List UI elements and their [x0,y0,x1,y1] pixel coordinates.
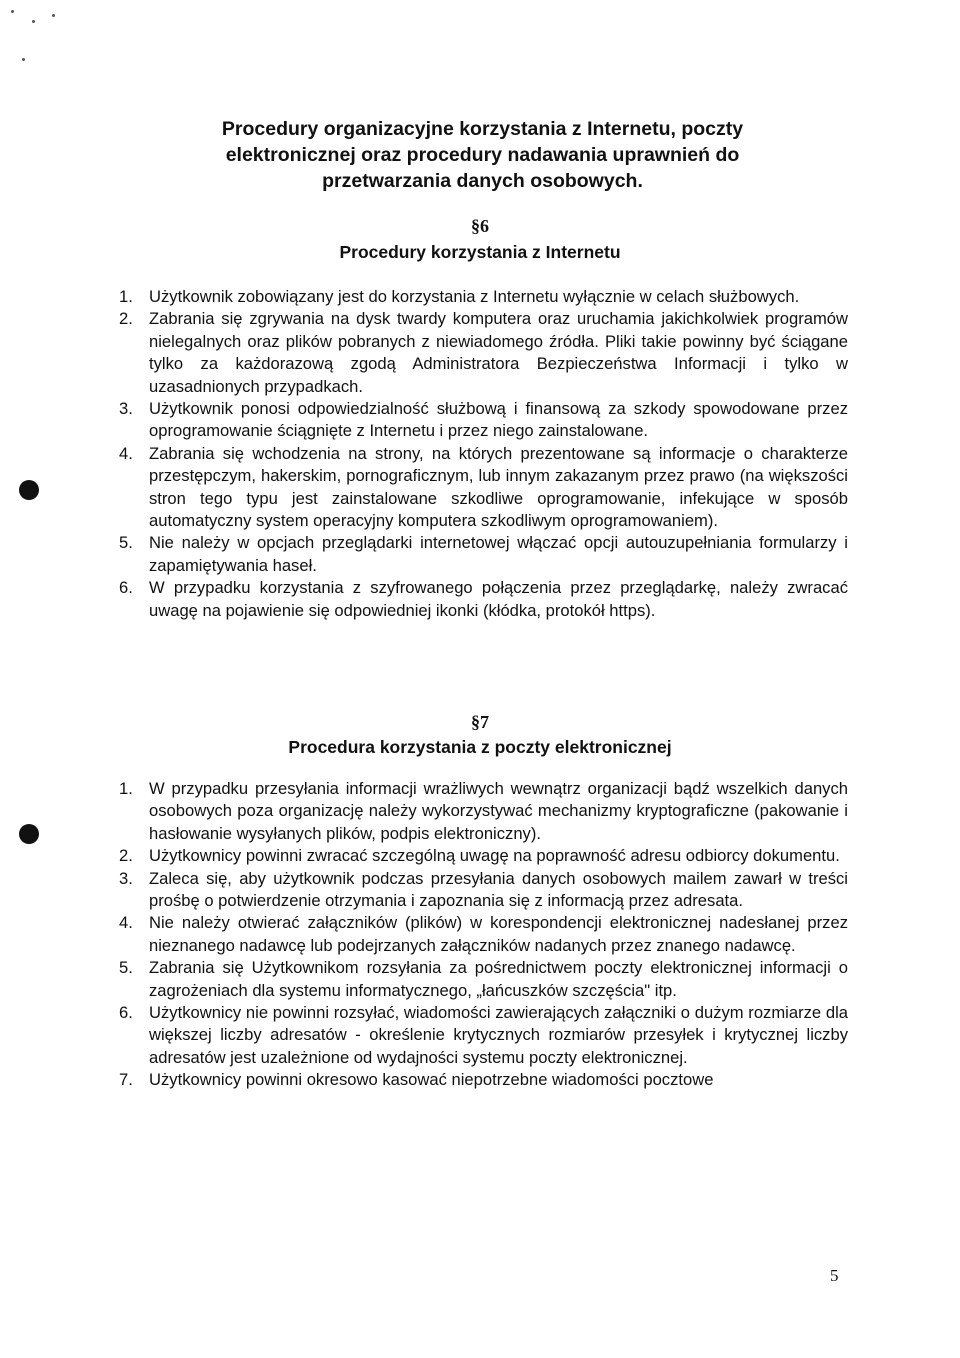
section-7-item [119,1002,848,1069]
item-text: Zaleca się, aby użytkownik podczas przesyłania danych osobowych mailem zawarł w treści prośbę o potwierdzenie otrzymania i zapoznania się z informacją przez adresata. [149,868,848,911]
title-line: Procedury organizacyjne korzystania z Internetu, poczty [221,118,744,140]
item-number: 1. [119,779,133,798]
item-number: 4. [119,913,133,933]
section-7-title: Procedura korzystania z poczty elektronicznej [288,737,672,757]
section-6-item [119,398,848,443]
item-text: Użytkownicy nie powinni rozsyłać, wiadomości zawierających załączniki o dużym rozmiarze dla większej liczby adresatów - określenie krytycznych rozmiarów przesyłek i krytycznej liczby adresatów jest uzależnione od wydajności systemu poczty elektronicznej. [149,1003,848,1067]
item-number: 2. [119,309,133,329]
item-text: Użytkownik ponosi odpowiedzialność służbową i finansową za szkody spowodowane przez oprogramowanie ściągnięte z Internetu i przez niego zainstalowane. [149,399,848,441]
section-6-title: Procedury korzystania z Internetu [339,242,621,262]
section-7-mark: §7 [471,712,489,732]
page-number: 5 [830,1266,839,1285]
item-number: 6. [119,1003,133,1023]
section-7-item [119,868,848,913]
item-text: W przypadku korzystania z szyfrowanego połączenia przez przeglądarkę, należy zwracać uwagę na pojawienie się odpowiedniej ikonki (kłódka, protokół https). [149,578,848,620]
item-number: 3. [119,399,133,419]
item-number: 5. [119,533,133,553]
title-line: przetwarzania danych osobowych. [322,170,643,192]
section-6-mark: §6 [471,216,489,236]
item-text: Zabrania się Użytkownikom rozsyłania za pośrednictwem poczty elektronicznej informacji o zagrożeniach dla systemu informatycznego, „łańcuszków szczęścia" itp. [149,958,848,1000]
section-7-item [119,845,848,867]
scan-speck [22,58,25,61]
scan-speck [11,10,14,13]
section-7-list [119,778,848,1092]
section-7-item [119,957,848,1002]
section-6-item [119,286,848,308]
section-6-item [119,577,848,622]
item-number: 5. [119,958,133,978]
section-7-item [119,1069,848,1091]
document-title [150,116,815,194]
item-text: Nie należy otwierać załączników (plików) w korespondencji elektronicznej nadesłanej przez nieznanego nadawcę lub podejrzanych załączników nadanych przez znanego nadawcę. [149,913,848,955]
item-number: 3. [119,868,133,888]
binder-hole [19,480,39,500]
scan-speck [32,20,35,23]
item-text: W przypadku przesyłania informacji wrażliwych wewnątrz organizacji bądź wszelkich danych osobowych poza organizację należy wykorzystywać mechanizmy kryptograficzne (pakowanie i hasłowanie wysyłanych plików, podpis elektroniczny). [149,779,848,843]
section-6-item [119,308,848,398]
item-number: 7. [119,1070,133,1090]
item-text: Użytkownicy powinni okresowo kasować niepotrzebne wiadomości pocztowe [149,1070,714,1090]
section-6-item [119,443,848,533]
title-line: elektronicznej oraz procedury nadawania uprawnień do [225,144,740,166]
item-number: 1. [119,287,133,306]
item-number: 2. [119,846,133,866]
item-number: 4. [119,443,133,463]
item-text: Zabrania się wchodzenia na strony, na których prezentowane są informacje o charakterze przestępczym, hakerskim, pornograficznym, lub innym zakazanym przez prawo (na większości stron tego typu jest zainstalowane szkodliwe oprogramowanie, infekujące w sposób automatyczny system operacyjny komputera szkodliwym oprogramowaniem). [149,443,848,531]
item-text: Zabrania się zgrywania na dysk twardy komputera oraz uruchamia jakichkolwiek programów nielegalnych oraz plików pobranych z niewiadomego źródła. Pliki takie powinny być ściągane tylko za każdorazową zgodą Administratora Bezpieczeństwa Informacji i tylko w uzasadnionych przypadkach. [149,309,848,396]
section-6-list [119,286,848,622]
section-7-item [119,778,848,845]
section-7-item [119,912,848,957]
item-text: Użytkownik zobowiązany jest do korzystania z Internetu wyłącznie w celach służbowych. [149,287,800,306]
item-text: Nie należy w opcjach przeglądarki internetowej włączać opcji autouzupełniania formularzy i zapamiętywania haseł. [149,533,848,575]
item-number: 6. [119,578,133,598]
section-6-item [119,532,848,577]
item-text: Użytkownicy powinni zwracać szczególną uwagę na poprawność adresu odbiorcy dokumentu. [149,846,840,866]
binder-hole [19,824,39,844]
scan-speck [52,14,55,17]
